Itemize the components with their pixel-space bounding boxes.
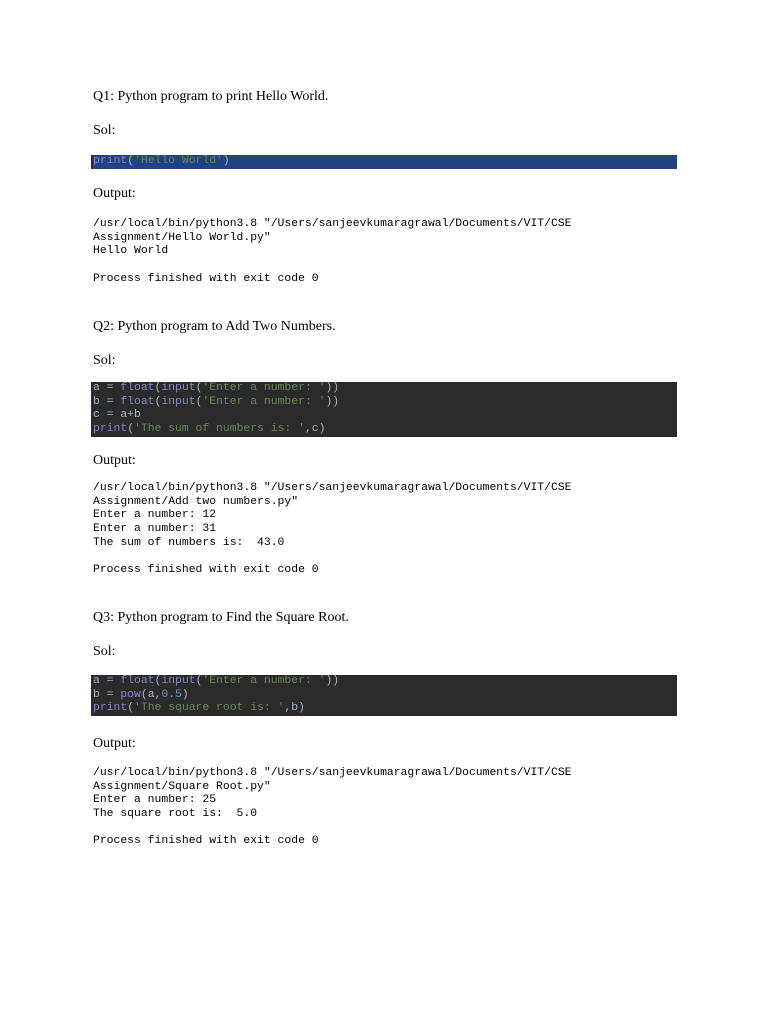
code-line bbox=[93, 689, 677, 703]
output-line: Enter a number: 31 bbox=[93, 523, 217, 536]
code-token: ( bbox=[195, 395, 203, 408]
output-line: /usr/local/bin/python3.8 "/Users/sanjeevkumaragrawal/Documents/VIT/CSE bbox=[93, 482, 572, 494]
code-token: 'The sum of numbers is: ' bbox=[134, 423, 305, 436]
output-line: /usr/local/bin/python3.8 "/Users/sanjeevkumaragrawal/Documents/VIT/CSE bbox=[93, 767, 572, 779]
code-token: input bbox=[161, 675, 196, 687]
code-line bbox=[93, 675, 677, 689]
q2-sol-label: Sol: bbox=[93, 353, 116, 368]
code-token: ( bbox=[127, 702, 135, 715]
output-line: Process finished with exit code 0 bbox=[93, 564, 319, 577]
code-token: 'Hello World' bbox=[134, 155, 223, 167]
q1-question: Q1: Python program to print Hello World. bbox=[93, 89, 329, 104]
output-line: Enter a number: 25 bbox=[93, 794, 217, 807]
q1-output bbox=[93, 218, 572, 286]
q3-sol-label: Sol: bbox=[93, 644, 116, 659]
output-line: Assignment/Hello World.py" bbox=[93, 231, 271, 244]
q2-code-block bbox=[91, 382, 677, 437]
q1-code-block bbox=[91, 155, 677, 169]
output-line: Assignment/Add two numbers.py" bbox=[93, 495, 299, 508]
code-token: ( bbox=[154, 395, 162, 408]
q2-question: Q2: Python program to Add Two Numbers. bbox=[93, 319, 336, 334]
output-line bbox=[93, 550, 572, 564]
q2-output-label: Output: bbox=[93, 453, 136, 468]
code-token: float bbox=[120, 382, 155, 394]
code-line bbox=[93, 702, 677, 716]
code-token: b = bbox=[93, 688, 121, 701]
q3-code-block bbox=[91, 675, 677, 716]
output-line: Enter a number: 12 bbox=[93, 509, 217, 522]
q3-question: Q3: Python program to Find the Square Root. bbox=[93, 610, 349, 625]
output-line: Process finished with exit code 0 bbox=[93, 272, 319, 285]
code-token: ( bbox=[154, 675, 162, 687]
q3-output bbox=[93, 767, 572, 849]
q3-output-label: Output: bbox=[93, 736, 136, 751]
code-token: 'The square root is: ' bbox=[134, 702, 285, 715]
code-token: ) bbox=[222, 155, 230, 167]
code-token: 'Enter a number: ' bbox=[202, 382, 326, 394]
q1-output-label: Output: bbox=[93, 186, 136, 201]
q1-sol-label: Sol: bbox=[93, 123, 116, 138]
output-line bbox=[93, 259, 572, 273]
code-token: input bbox=[161, 382, 196, 394]
code-token: ( bbox=[127, 155, 135, 167]
q2-output bbox=[93, 482, 572, 578]
code-token: ) bbox=[181, 688, 189, 701]
code-line bbox=[93, 382, 677, 396]
code-token: a = bbox=[93, 382, 121, 394]
output-line: The square root is: 5.0 bbox=[93, 808, 258, 821]
code-token: ,c) bbox=[304, 423, 326, 436]
code-token: float bbox=[120, 675, 155, 687]
output-line: The sum of numbers is: 43.0 bbox=[93, 536, 285, 549]
code-token: print bbox=[93, 423, 128, 436]
output-line bbox=[93, 822, 572, 836]
code-line bbox=[93, 396, 677, 410]
output-line: Process finished with exit code 0 bbox=[93, 835, 319, 848]
code-token: float bbox=[120, 395, 155, 408]
code-token: )) bbox=[325, 382, 340, 394]
output-line: Assignment/Square Root.py" bbox=[93, 780, 271, 793]
code-token: ,b) bbox=[284, 702, 305, 715]
code-token: b = bbox=[93, 395, 121, 408]
code-token: input bbox=[161, 395, 196, 408]
code-token: ( bbox=[195, 382, 203, 394]
output-line: /usr/local/bin/python3.8 "/Users/sanjeevkumaragrawal/Documents/VIT/CSE bbox=[93, 218, 572, 230]
code-token: print bbox=[93, 702, 128, 715]
code-token: print bbox=[93, 155, 128, 167]
code-token: )) bbox=[325, 395, 340, 408]
code-token: ( bbox=[195, 675, 203, 687]
code-token: ( bbox=[154, 382, 162, 394]
code-token: c = a+b bbox=[93, 409, 141, 422]
code-line bbox=[93, 409, 677, 423]
code-token: 'Enter a number: ' bbox=[202, 395, 326, 408]
code-token: 'Enter a number: ' bbox=[202, 675, 326, 687]
code-token: pow bbox=[120, 688, 141, 701]
code-line bbox=[93, 423, 677, 437]
code-token: a = bbox=[93, 675, 121, 687]
code-token: (a, bbox=[140, 688, 162, 701]
code-token: )) bbox=[325, 675, 340, 687]
output-line: Hello World bbox=[93, 245, 169, 258]
code-token: ( bbox=[127, 423, 135, 436]
code-token: 0.5 bbox=[161, 688, 182, 701]
code-line bbox=[93, 155, 677, 169]
